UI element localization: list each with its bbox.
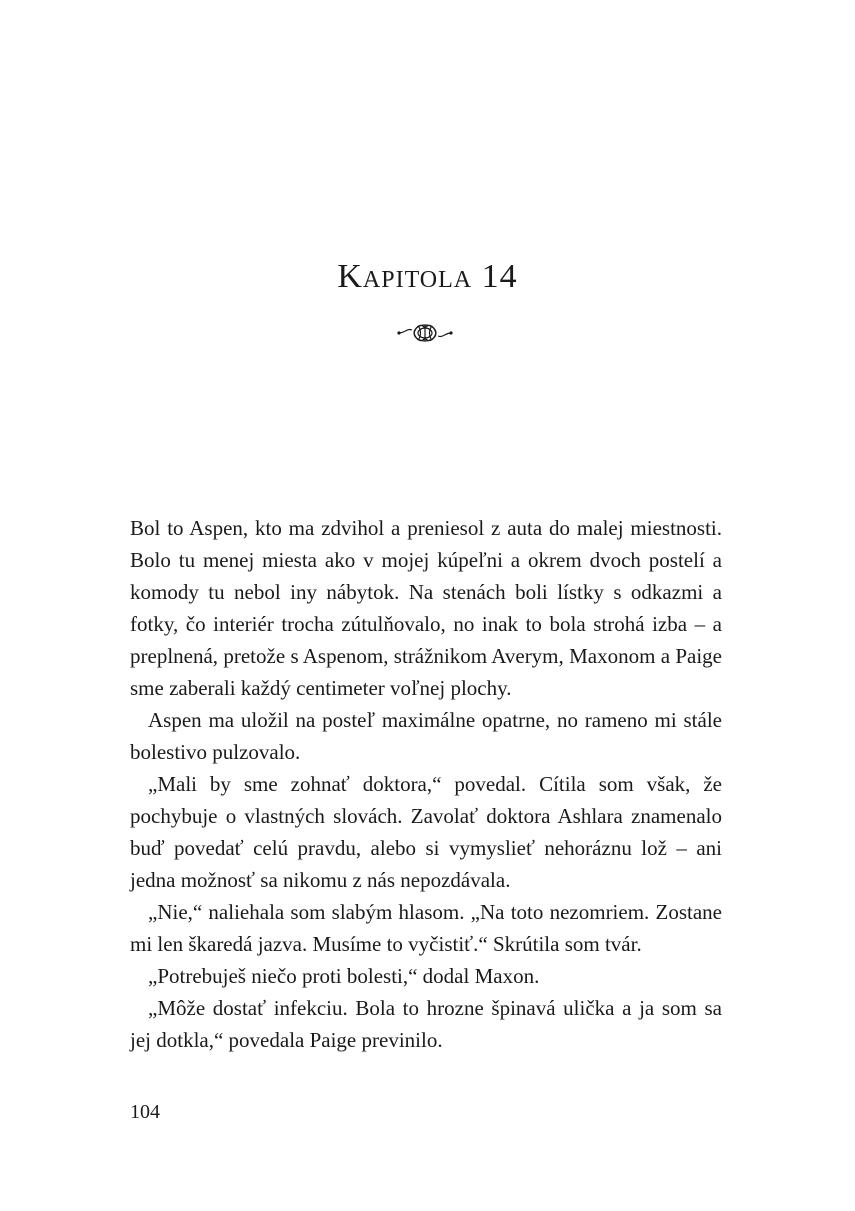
paragraph: „Nie,“ naliehala som slabým hlasom. „Na toto nezomriem. Zostane mi len škaredá jazva. Musíme to vyčistiť.“ Skrútila som tvár. xyxy=(130,900,722,956)
paragraph: „Potrebuješ niečo proti bolesti,“ dodal Maxon. xyxy=(148,964,540,988)
page-number: 104 xyxy=(130,1101,160,1123)
chapter-title: Kapitola 14 xyxy=(337,258,518,295)
paragraph: „Mali by sme zohnať doktora,“ povedal. Cítila som však, že pochybuje o vlastných slovách. Zavolať doktora Ashlara znamenalo buď povedať celú pravdu, alebo si vymyslieť nehoráznu lož – ani jedna možnosť sa nikomu z nás nepozdávala. xyxy=(130,772,722,892)
paragraph: Bol to Aspen, kto ma zdvihol a preniesol z auta do malej miestnosti. Bolo tu menej miesta ako v mojej kúpeľni a okrem dvoch postelí a komody tu nebol iny nábytok. Na stenách boli lístky s odkazmi a fotky, čo interiér trocha zútulňovalo, no inak to bola strohá izba – a preplnená, pretože s Aspenom, strážnikom Averym, Maxonom a Paige sme zaberali každý centimeter voľnej plochy. xyxy=(130,516,722,700)
chapter-body xyxy=(130,512,722,1056)
paragraph: Aspen ma uložil na posteľ maximálne opatrne, no rameno mi stále bolestivo pulzovalo. xyxy=(130,708,722,764)
flourish-ornament-icon xyxy=(395,318,455,348)
paragraph: „Môže dostať infekciu. Bola to hrozne špinavá ulička a ja som sa jej dotkla,“ povedala Paige previnilo. xyxy=(130,996,722,1052)
